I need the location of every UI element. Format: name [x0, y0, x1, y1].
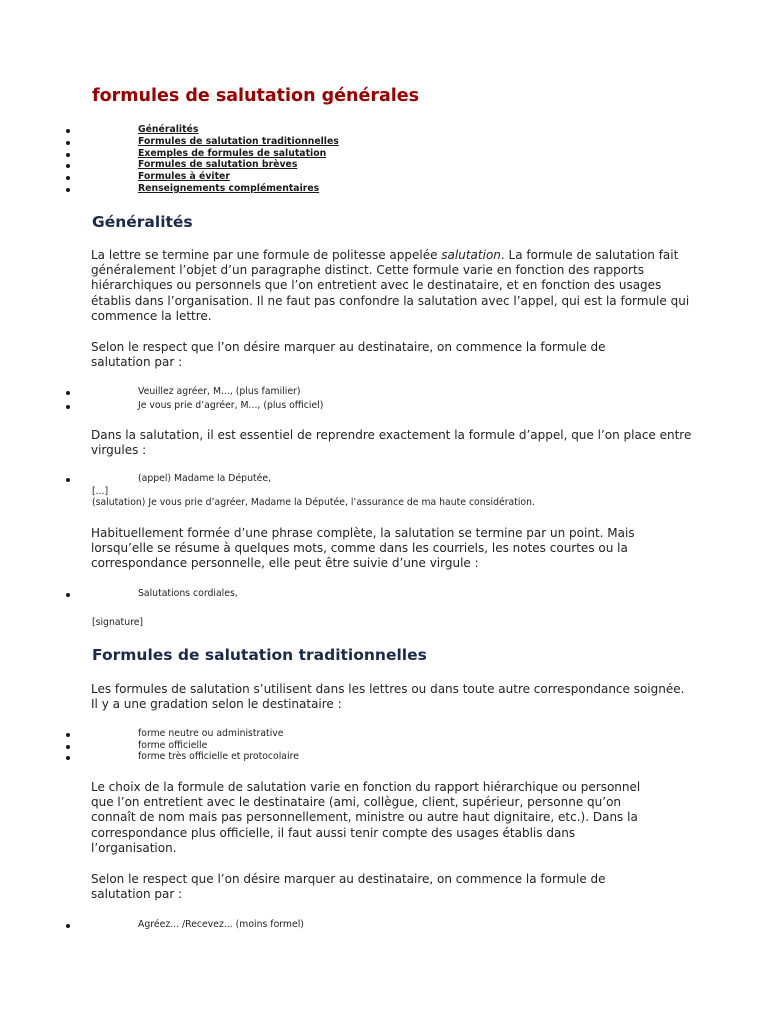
ellipsis-text: [...]	[92, 486, 109, 497]
list-item-text: Veuillez agréer, M..., (plus familier)	[138, 386, 301, 397]
bullet-icon	[66, 733, 70, 737]
toc-link-a-eviter[interactable]: Formules à éviter	[138, 171, 230, 183]
section-heading-traditionnelles: Formules de salutation traditionnelles	[92, 646, 427, 664]
toc-link-exemples[interactable]: Exemples de formules de salutation	[138, 147, 327, 159]
paragraph: Les formules de salutation s’utilisent dans les lettres ou dans toute autre correspondance soignée. Il y a une gradation selon le destinataire :	[91, 682, 685, 712]
list-item-text: Agréez... /Recevez... (moins formel)	[138, 919, 304, 930]
section-heading-generalites: Généralités	[92, 213, 193, 231]
page-title: formules de salutation générales	[92, 86, 420, 106]
paragraph: Dans la salutation, il est essentiel de reprendre exactement la formule d’appel, que l’on place entre virgules :	[91, 428, 692, 458]
list-item-text: Salutations cordiales,	[138, 588, 238, 599]
bullet-icon	[66, 188, 70, 192]
bullet-icon	[66, 756, 70, 760]
emphasis-text: salutation	[441, 248, 501, 262]
list-item-text: forme officielle	[138, 739, 208, 751]
toc-link-generalites[interactable]: Généralités	[138, 124, 199, 135]
paragraph: Habituellement formée d’une phrase complète, la salutation se termine par un point. Mais lorsqu’elle se résume à quelques mots, comme dans les courriels, les notes courtes ou la correspondance personnelle, elle peut être suivie d’une virgule :	[91, 526, 635, 571]
list-item-text: forme très officielle et protocolaire	[138, 751, 299, 762]
bullet-icon	[66, 164, 70, 168]
list-item-text: forme neutre ou administrative	[138, 728, 284, 739]
paragraph: Selon le respect que l’on désire marquer au destinataire, on commence la formule de salutation par :	[91, 872, 606, 902]
paragraph: Selon le respect que l’on désire marquer au destinataire, on commence la formule de salutation par :	[91, 340, 606, 370]
paragraph	[91, 248, 691, 324]
bullet-icon	[66, 141, 70, 145]
toc-link-renseignements[interactable]: Renseignements complémentaires	[138, 182, 320, 194]
bullet-icon	[66, 176, 70, 180]
list-item-text: Je vous prie d’agréer, M..., (plus officiel)	[138, 399, 324, 411]
salutation-example: (salutation) Je vous prie d’agréer, Madame la Députée, l’assurance de ma haute considération.	[92, 497, 535, 508]
bullet-icon	[66, 478, 70, 482]
paragraph-text: La lettre se termine par une formule de politesse appelée	[91, 248, 442, 262]
bullet-icon	[66, 745, 70, 749]
toc-link-traditionnelles[interactable]: Formules de salutation traditionnelles	[138, 135, 339, 147]
paragraph: Le choix de la formule de salutation varie en fonction du rapport hiérarchique ou personnel que l’on entretient avec le destinataire (ami, collègue, client, supérieur, personne qu’on connaît de nom mais pas personnellement, ministre ou autre haut dignitaire, etc.). Dans la correspondance plus officielle, il faut aussi tenir compte des usages établis dans l’organisation.	[91, 780, 641, 855]
bullet-icon	[66, 593, 70, 597]
toc-link-breves[interactable]: Formules de salutation brèves	[138, 159, 298, 171]
bullet-icon	[66, 924, 70, 928]
bullet-icon	[66, 391, 70, 395]
paragraph-text: . La formule de salutation fait généralement l’objet d’un paragraphe distinct. Cette formule varie en fonction des rapports hiérarchiques ou personnels que l’on entretient avec le destinataire, et en fonction des usages établis dans l’organisation. Il ne faut pas confondre la salutation avec l’appel, qui est la formule qui commence la lettre.	[91, 248, 690, 323]
bullet-icon	[66, 153, 70, 157]
signature-placeholder: [signature]	[92, 617, 144, 628]
bullet-icon	[66, 129, 70, 133]
list-item-text: (appel) Madame la Députée,	[138, 473, 272, 484]
bullet-icon	[66, 405, 70, 409]
